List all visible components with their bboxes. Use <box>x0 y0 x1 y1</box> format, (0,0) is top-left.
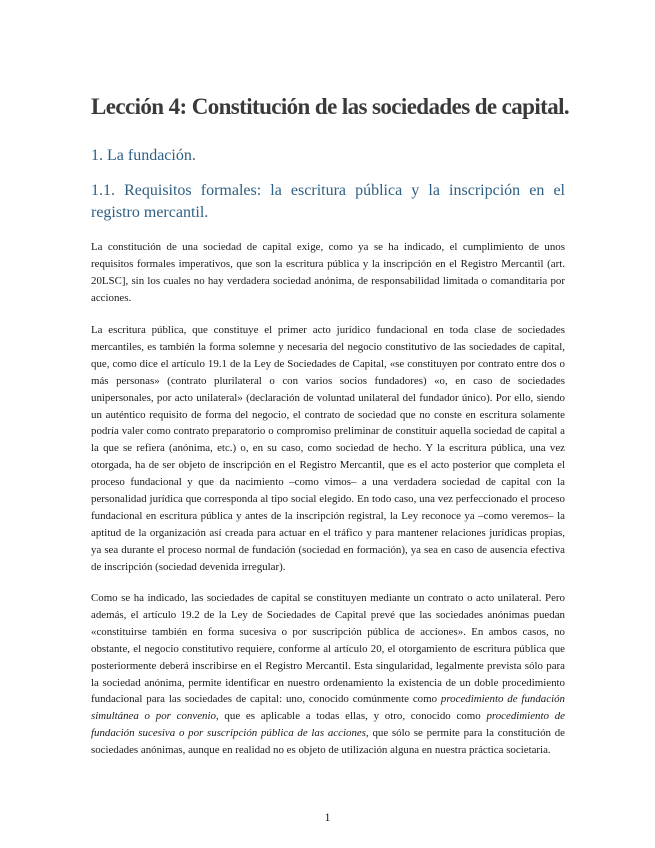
paragraph-3-italic-simultanea: procedimiento de fundación simultánea o por convenio <box>91 693 565 723</box>
paragraph-3 <box>91 590 565 759</box>
paragraph-3-text-2: , que es aplicable a todas ellas, y otro, conocido como <box>215 710 487 723</box>
paragraph-3-text-1: Como se ha indicado, las sociedades de capital se constituyen mediante un contrato o acto unilateral. Pero además, el artículo 19.2 de la Ley de Sociedades de Capital prevé que las sociedades anónimas puedan «constituirse también en forma sucesiva o por suscripción pública de acciones». En ambos casos, no obstante, el negocio constitutivo requiere, conforme al artículo 20, el otorgamiento de escritura pública que posteriormente deberá inscribirse en el Registro Mercantil. Esta singularidad, legalmente prevista sólo para la sociedad anónima, permite identificar en nuestro ordenamiento la existencia de un doble procedimiento fundacional para las sociedades de capital: uno, conocido comúnmente como <box>91 592 565 706</box>
lesson-title: Lección 4: Constitución de las sociedades de capital. <box>91 94 570 119</box>
page-number: 1 <box>324 810 331 824</box>
paragraph-3-italic-sucesiva: procedimiento de fundación sucesiva o por suscripción pública de las acciones <box>91 710 565 740</box>
section-heading-fundacion: 1. La fundación. <box>91 147 196 164</box>
paragraph-1: La constitución de una sociedad de capital exige, como ya se ha indicado, el cumplimiento de unos requisitos formales imperativos, que son la escritura pública y la inscripción en el Registro Mercantil (art. 20LSC], sin los cuales no hay verdadera sociedad anónima, de responsabilidad limitada o comanditaria por acciones. <box>91 241 565 304</box>
paragraph-3-text-3: , que sólo se permite para la constitución de sociedades anónimas, aunque en realidad no es objeto de utilización alguna en nuestra práctica societaria. <box>91 727 565 757</box>
paragraph-2: La escritura pública, que constituye el primer acto jurídico fundacional en toda clase de sociedades mercantiles, es también la forma solemne y necesaria del negocio constitutivo de las sociedades de capital, que, como dice el artículo 19.1 de la Ley de Sociedades de Capital, «se constituyen por contrato entre dos o más personas» (contrato plurilateral o con varios socios fundadores) «o, en caso de sociedades unipersonales, por acto unilateral» (declaración de voluntad unilateral del fundador único). Por ello, siendo un auténtico requisito de forma del negocio, el contrato de sociedad que no conste en escritura solamente podría valer como contrato preparatorio o compromiso preliminar de constituir aquella sociedad de capital a la que se refiera (anónima, etc.) o, en su caso, como sociedad de hecho. Y la escritura pública, una vez otorgada, ha de ser objeto de inscripción en el Registro Mercantil, que es el acto posterior que completa el proceso fundacional y que da nacimiento –como vimos– a una verdadera sociedad de capital con la personalidad jurídica que corresponda al tipo social elegido. En todo caso, una vez perfeccionado el proceso fundacional en escritura pública y antes de la inscripción registral, la Ley reconoce ya –como veremos– la aptitud de la organización así creada para actuar en el tráfico y para mantener relaciones jurídicas propias, ya sea durante el proceso normal de fundación (sociedad en formación), ya sea en caso de ausencia efectiva de inscripción (sociedad devenida irregular). <box>91 324 565 573</box>
subsection-heading-requisitos: 1.1. Requisitos formales: la escritura pública y la inscripción en el registro mercantil. <box>91 182 565 221</box>
